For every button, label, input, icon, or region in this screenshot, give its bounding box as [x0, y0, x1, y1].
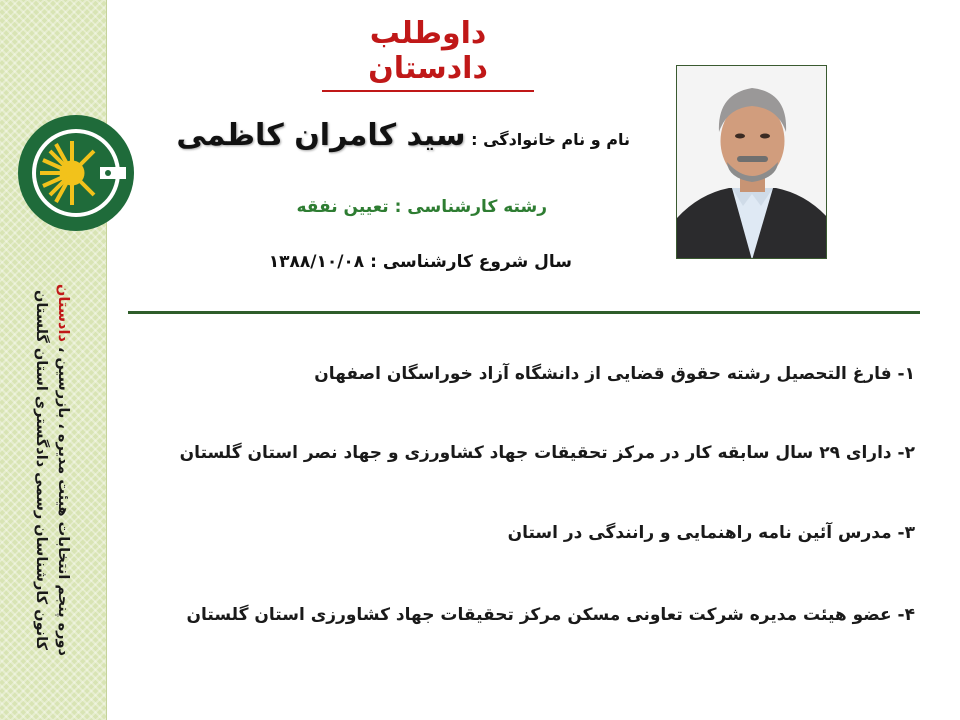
name-label: نام و نام خانوادگی : [465, 130, 630, 149]
candidate-photo [676, 65, 827, 259]
sidebar-vertical-caption [30, 260, 74, 680]
sidebar-caption-line-1: دوره پنجم انتخابات هیئت مدیره ، بازرسین ، دادستان [55, 284, 71, 656]
association-logo [16, 113, 136, 233]
list-item: ۲- دارای ۲۹ سال سابقه کار در مرکز تحقیقات جهاد کشاورزی و جهاد نصر استان گلستان [179, 443, 915, 463]
portrait-illustration [677, 66, 827, 259]
list-item: ۴- عضو هیئت مدیره شرکت تعاونی مسکن مرکز تحقیقات جهاد کشاورزی استان گلستان [186, 605, 915, 625]
list-item: ۳- مدرس آئین نامه راهنمایی و رانندگی در استان [507, 523, 915, 543]
slide-title: داوطلب دادستان [322, 16, 534, 92]
sidebar-caption-highlight: دادستان [55, 284, 71, 342]
name-row [176, 118, 630, 153]
section-divider [128, 311, 920, 314]
sidebar-caption-line-2: کانون کارشناسان رسمی دادگستری استان گلستان [33, 289, 49, 651]
candidate-name: سید کامران کاظمی [176, 118, 466, 153]
expertise-field: رشته کارشناسی : تعیین نفقه [296, 197, 547, 217]
list-item: ۱- فارغ التحصیل رشته حقوق قضایی از دانشگاه آزاد خوراسگان اصفهان [314, 364, 915, 384]
start-year: سال شروع کارشناسی : ۱۳۸۸/۱۰/۰۸ [268, 252, 572, 272]
